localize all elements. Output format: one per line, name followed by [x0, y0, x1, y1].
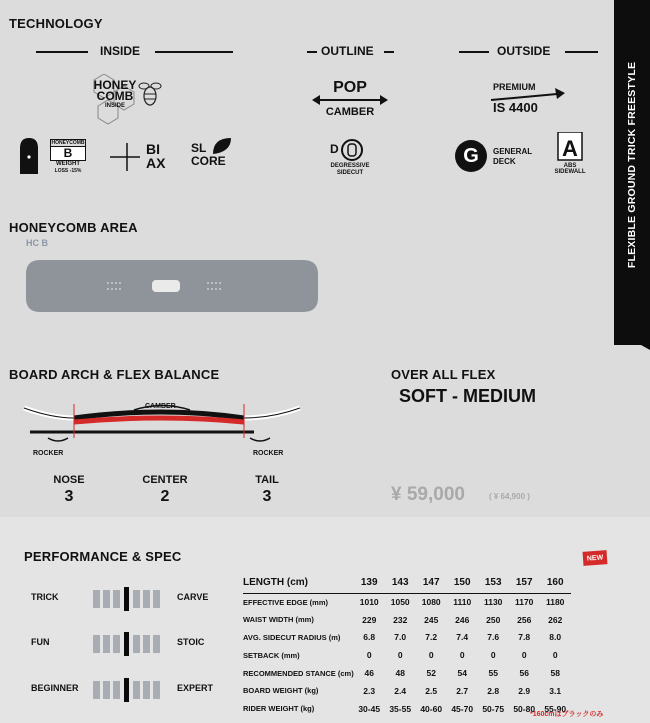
table-row	[243, 646, 571, 664]
board-arch-diagram	[22, 392, 312, 452]
overall-flex-title: OVER ALL FLEX	[391, 367, 496, 382]
spec-cell: 1050	[385, 593, 416, 611]
spec-cell: 7.6	[487, 632, 500, 643]
flex-center-label: CENTER	[142, 474, 188, 486]
spec-cell: 7.2	[425, 632, 438, 643]
spec-cell: 232	[393, 614, 408, 625]
spec-table	[243, 573, 571, 718]
perf-beginner-label: BEGINNER	[31, 683, 79, 693]
a-icon	[556, 132, 584, 162]
honeycomb-area-title: HONEYCOMB AREA	[9, 220, 138, 235]
sl-core-logo: SL CORE	[191, 136, 233, 174]
camber-label: CAMBER	[145, 403, 176, 410]
svg-text:A: A	[562, 136, 578, 161]
spec-cell: 2.7	[456, 685, 469, 696]
flex-nose-label: NOSE	[53, 474, 85, 486]
abs-sidewall-logo: A ABS SIDEWALL	[552, 132, 592, 178]
spec-cell: 0	[490, 650, 496, 661]
spec-cell: 7.4	[456, 632, 469, 643]
spec-cell: 50-75	[482, 703, 505, 714]
spec-cell: 7.0	[394, 632, 407, 643]
table-row	[243, 682, 571, 700]
spec-cell: 30-45	[358, 703, 381, 714]
spec-cell: 40-60	[420, 703, 443, 714]
spec-cell: 35-55	[389, 703, 412, 714]
spec-cell: 1170	[509, 593, 540, 611]
technology-title: TECHNOLOGY	[9, 16, 103, 31]
perf-beginner-expert-scale	[93, 678, 160, 702]
rocker-right-label: ROCKER	[253, 450, 284, 457]
perf-trick-carve-scale	[93, 587, 160, 611]
rocker-left-label: ROCKER	[33, 450, 64, 457]
honeycomb-inside-logo: HONEY COMB INSIDE	[84, 74, 164, 126]
outside-heading: OUTSIDE	[497, 44, 551, 58]
spec-cell: 2.5	[425, 685, 438, 696]
overall-flex-value: SOFT - MEDIUM	[399, 386, 536, 406]
table-row	[243, 664, 571, 682]
spec-row-label: AVG. SIDECUT RADIUS (m)	[243, 632, 341, 642]
perf-expert-label: EXPERT	[177, 683, 214, 693]
perf-trick-label: TRICK	[31, 592, 59, 602]
spec-cell: 0	[366, 650, 372, 661]
spec-cell: 0	[428, 650, 434, 661]
perf-fun-label: FUN	[31, 637, 50, 647]
spec-cell: 229	[362, 614, 377, 625]
table-row	[243, 611, 571, 629]
spec-cell: 45-70	[451, 703, 474, 714]
spec-cell: 0	[521, 650, 527, 661]
spec-cell: 55	[488, 668, 498, 679]
spec-cell: 0	[552, 650, 558, 661]
spec-row-label: RIDER WEIGHT (kg)	[243, 704, 315, 714]
price-main: ¥ 59,000	[391, 484, 465, 505]
spec-cell: 1130	[478, 593, 509, 611]
spec-cell: 1010	[354, 593, 385, 611]
spec-cell: 8.0	[549, 632, 562, 643]
spec-cell: 0	[459, 650, 465, 661]
side-tab-label-wrap	[614, 0, 650, 330]
side-tab-tip	[614, 330, 650, 350]
spec-cell: 0	[397, 650, 403, 661]
spec-cell: 2.3	[363, 685, 376, 696]
spec-cell: 246	[455, 614, 470, 625]
new-badge: NEW	[583, 550, 608, 566]
premium-base-logo: PREMIUM IS 4400	[487, 80, 567, 120]
spec-cell: 1080	[416, 593, 447, 611]
price-tax: ( ¥ 64,900 )	[489, 492, 530, 501]
perf-carve-label: CARVE	[177, 592, 209, 602]
table-row	[243, 629, 571, 647]
spec-cell: 256	[517, 614, 532, 625]
spec-cell: 55-90	[544, 703, 567, 714]
board-arch-title: BOARD ARCH & FLEX BALANCE	[9, 367, 220, 382]
spec-footnote: *160cmはブラックのみ	[530, 711, 604, 718]
spec-cell: 2.4	[394, 685, 407, 696]
spec-cell: 52	[426, 668, 436, 679]
spec-row-label: BOARD WEIGHT (kg)	[243, 686, 319, 696]
sidecut-icon	[340, 138, 366, 162]
g-icon: G	[455, 140, 487, 172]
pop-camber-logo: POP CAMBER	[312, 80, 388, 122]
spec-cell: 262	[548, 614, 563, 625]
biax-logo: BI AX	[146, 141, 166, 171]
outline-heading: OUTLINE	[321, 44, 374, 58]
perf-fun-stoic-scale	[93, 632, 160, 656]
spec-cell: 6.8	[363, 632, 376, 643]
spec-cell: 3.1	[549, 685, 562, 696]
weight-loss-badge: HONEYCOMB B WEIGHT LOSS -15%	[51, 140, 85, 174]
spec-row-label: EFFECTIVE EDGE (mm)	[243, 593, 354, 611]
spec-cell: 1180	[540, 593, 571, 611]
side-tab-label: FLEXIBLE GROUND TRICK FREESTYLE	[626, 61, 639, 269]
spec-cell: 54	[457, 668, 467, 679]
spec-cell: 56	[519, 668, 529, 679]
spec-cell: 46	[364, 668, 374, 679]
table-row	[243, 593, 571, 611]
flex-tail-label: TAIL	[255, 474, 279, 486]
degressive-sidecut-logo: D DEGRESSIVE SIDECUT	[326, 136, 374, 180]
board-silhouette-icon	[18, 138, 40, 174]
spec-row-label: WAIST WIDTH (mm)	[243, 615, 314, 625]
spec-cell: 7.8	[518, 632, 531, 643]
spec-row-label: RECOMMENDED STANCE (cm)	[243, 668, 354, 678]
flex-nose-value: 3	[64, 488, 74, 505]
inside-heading: INSIDE	[100, 44, 141, 58]
spec-cell: 2.9	[518, 685, 531, 696]
spec-header-row: LENGTH (cm) 139 143 147 150 153 157 160	[243, 577, 564, 589]
spec-row-label: SETBACK (mm)	[243, 650, 300, 660]
honeycomb-board-diagram	[24, 256, 319, 316]
spec-cell: 1110	[447, 593, 478, 611]
spec-cell: 50-80	[513, 703, 536, 714]
flex-center-value: 2	[160, 488, 170, 505]
performance-title: PERFORMANCE & SPEC	[24, 549, 182, 564]
flex-tail-value: 3	[262, 488, 272, 505]
general-deck-logo: G GENERAL DECK	[455, 140, 540, 172]
perf-stoic-label: STOIC	[177, 637, 205, 647]
spec-cell: 48	[395, 668, 405, 679]
honeycomb-area-sub: HC B	[26, 238, 48, 248]
leaf-icon	[211, 136, 233, 156]
table-row	[243, 700, 571, 718]
spec-cell: 250	[486, 614, 501, 625]
spec-cell: 245	[424, 614, 439, 625]
spec-cell: 2.8	[487, 685, 500, 696]
spec-cell: 58	[550, 668, 560, 679]
